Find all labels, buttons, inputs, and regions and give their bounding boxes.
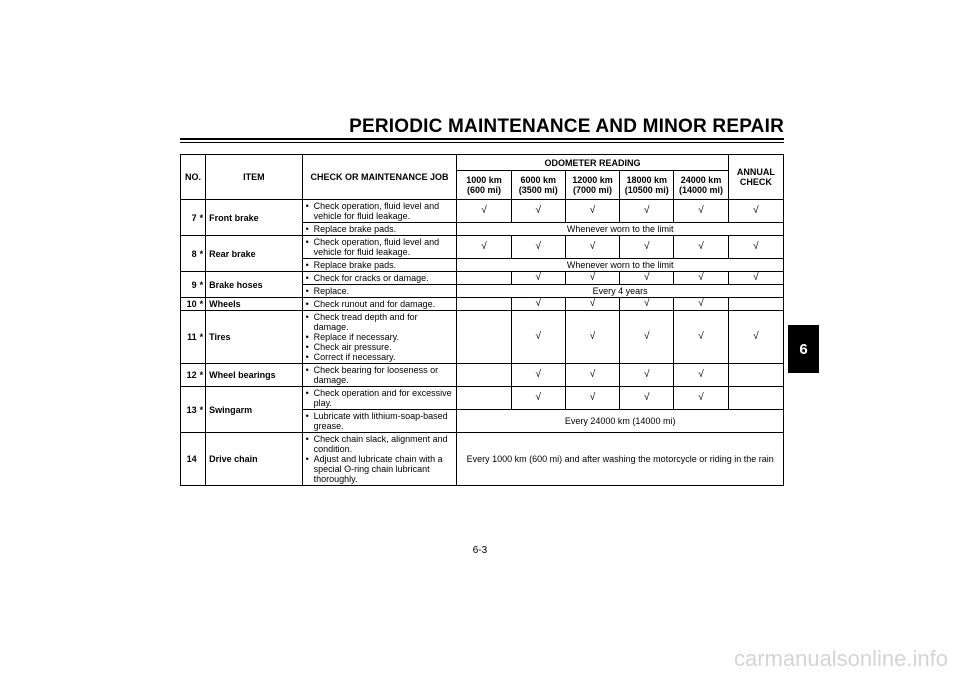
check-mark: √ xyxy=(535,272,541,283)
annual-check-cell xyxy=(728,236,783,259)
check-mark: √ xyxy=(589,241,596,252)
row-item: Brake hoses xyxy=(206,272,302,298)
job-line: • Check tread depth and for damage. xyxy=(306,312,455,332)
row-item: Swingarm xyxy=(206,387,302,433)
row-job xyxy=(302,433,457,486)
interval-check-cell xyxy=(620,272,674,285)
check-mark: √ xyxy=(644,298,650,309)
header-interval xyxy=(620,171,674,200)
check-mark: √ xyxy=(535,392,541,403)
interval-check-cell xyxy=(620,311,674,364)
interval-check-cell xyxy=(457,387,511,410)
check-mark: √ xyxy=(481,241,487,252)
header-annual-line1: ANNUAL xyxy=(736,167,775,177)
row-job xyxy=(302,200,457,223)
check-mark: √ xyxy=(535,205,541,216)
check-mark: √ xyxy=(535,369,541,380)
header-interval xyxy=(565,171,619,200)
interval-mi: (10500 mi) xyxy=(624,185,669,195)
check-mark: √ xyxy=(753,241,759,252)
table-row xyxy=(181,272,784,285)
row-item: Rear brake xyxy=(206,236,302,272)
row-number: 9 xyxy=(181,272,198,298)
check-mark: √ xyxy=(589,331,596,342)
check-mark: √ xyxy=(753,205,759,216)
interval-mi: (14000 mi) xyxy=(679,185,724,195)
interval-check-cell xyxy=(457,364,511,387)
check-mark: √ xyxy=(589,392,596,403)
interval-check-cell xyxy=(674,272,728,285)
job-line: • Check chain slack, alignment and condition. xyxy=(306,434,455,454)
job-line: • Check air pressure. xyxy=(306,342,455,352)
check-mark: √ xyxy=(698,369,704,380)
check-mark: √ xyxy=(753,331,759,342)
row-item: Front brake xyxy=(206,200,302,236)
page-number: 6-3 xyxy=(472,545,488,556)
row-star: * xyxy=(198,236,206,272)
interval-note: Every 4 years xyxy=(457,285,784,298)
interval-mi: (7000 mi) xyxy=(573,185,613,195)
check-mark: √ xyxy=(589,369,596,380)
header-interval xyxy=(674,171,728,200)
watermark: carmanualsonline.info xyxy=(733,646,948,671)
header-interval xyxy=(511,171,565,200)
check-mark: √ xyxy=(698,205,704,216)
row-number: 13 xyxy=(181,387,198,433)
interval-check-cell xyxy=(674,200,728,223)
check-mark: √ xyxy=(535,331,541,342)
interval-check-cell xyxy=(674,236,728,259)
check-mark: √ xyxy=(644,331,650,342)
job-line: • Replace if necessary. xyxy=(306,332,455,342)
row-star: * xyxy=(198,311,206,364)
check-mark: √ xyxy=(753,272,759,283)
table-row xyxy=(181,433,784,486)
row-star: * xyxy=(198,200,206,236)
row-job xyxy=(302,298,457,311)
interval-check-cell xyxy=(620,387,674,410)
interval-check-cell xyxy=(511,387,565,410)
row-number: 14 xyxy=(181,433,198,486)
row-number: 11 xyxy=(181,311,198,364)
row-item: Wheel bearings xyxy=(206,364,302,387)
job-line: • Replace brake pads. xyxy=(306,224,455,234)
check-mark: √ xyxy=(535,298,541,309)
check-mark: √ xyxy=(589,272,596,283)
row-item: Wheels xyxy=(206,298,302,311)
interval-note: Every 1000 km (600 mi) and after washing the motorcycle or riding in the rain xyxy=(457,433,784,486)
table-row xyxy=(181,200,784,223)
annual-check-cell xyxy=(728,311,783,364)
job-line: • Adjust and lubricate chain with a special O-ring chain lubricant thoroughly. xyxy=(306,454,455,484)
interval-check-cell xyxy=(565,236,619,259)
interval-check-cell xyxy=(620,200,674,223)
table-row xyxy=(181,364,784,387)
interval-check-cell xyxy=(511,236,565,259)
check-mark: √ xyxy=(644,272,650,283)
row-star xyxy=(198,433,206,486)
interval-check-cell xyxy=(565,272,619,285)
annual-check-cell xyxy=(728,200,783,223)
header-annual-check xyxy=(728,155,783,200)
header-annual-line2: CHECK xyxy=(739,177,772,187)
check-mark: √ xyxy=(698,392,704,403)
interval-km: 24000 km xyxy=(680,175,722,185)
row-star: * xyxy=(198,387,206,433)
table-row xyxy=(181,236,784,259)
row-star: * xyxy=(198,272,206,298)
table-row xyxy=(181,298,784,311)
job-line: • Replace brake pads. xyxy=(306,260,455,270)
check-mark: √ xyxy=(481,205,487,216)
row-number: 8 xyxy=(181,236,198,272)
annual-check-cell xyxy=(728,364,783,387)
interval-check-cell xyxy=(565,311,619,364)
job-line: • Replace. xyxy=(306,286,455,296)
row-number: 10 xyxy=(181,298,198,311)
interval-mi: (600 mi) xyxy=(466,185,501,195)
row-job xyxy=(302,272,457,285)
job-line: • Check bearing for looseness or damage. xyxy=(306,365,455,385)
check-mark: √ xyxy=(698,298,704,309)
row-job xyxy=(302,311,457,364)
row-job xyxy=(302,223,457,236)
interval-check-cell xyxy=(457,298,511,311)
job-line: • Check for cracks or damage. xyxy=(306,273,455,283)
interval-check-cell xyxy=(620,298,674,311)
annual-check-cell xyxy=(728,298,783,311)
annual-check-cell xyxy=(728,272,783,285)
check-mark: √ xyxy=(589,205,596,216)
interval-km: 6000 km xyxy=(520,175,557,185)
check-mark: √ xyxy=(644,205,650,216)
row-job xyxy=(302,410,457,433)
row-job xyxy=(302,285,457,298)
check-mark: √ xyxy=(589,298,596,309)
table-row xyxy=(181,387,784,410)
interval-check-cell xyxy=(565,298,619,311)
row-job xyxy=(302,259,457,272)
interval-note: Whenever worn to the limit xyxy=(457,223,784,236)
interval-km: 12000 km xyxy=(572,175,613,185)
row-job xyxy=(302,236,457,259)
row-number: 7 xyxy=(181,200,198,236)
interval-check-cell xyxy=(674,298,728,311)
job-line: • Check operation, fluid level and vehicle for fluid leakage. xyxy=(306,201,455,221)
page-title: PERIODIC MAINTENANCE AND MINOR REPAIR xyxy=(349,116,784,137)
interval-check-cell xyxy=(457,236,511,259)
job-line: • Lubricate with lithium-soap-based grease. xyxy=(306,411,455,431)
interval-check-cell xyxy=(457,272,511,285)
row-star: * xyxy=(198,364,206,387)
table-row xyxy=(181,311,784,364)
row-star: * xyxy=(198,298,206,311)
check-mark: √ xyxy=(698,272,704,283)
interval-check-cell xyxy=(511,311,565,364)
title-rule xyxy=(180,138,784,140)
check-mark: √ xyxy=(698,331,704,342)
row-number: 12 xyxy=(181,364,198,387)
row-job xyxy=(302,387,457,410)
interval-note: Whenever worn to the limit xyxy=(457,259,784,272)
maintenance-table xyxy=(180,154,784,486)
check-mark: √ xyxy=(644,241,650,252)
interval-check-cell xyxy=(511,364,565,387)
job-line: • Check operation and for excessive play. xyxy=(306,388,455,408)
interval-mi: (3500 mi) xyxy=(518,185,558,195)
interval-note: Every 24000 km (14000 mi) xyxy=(457,410,784,433)
job-line: • Check operation, fluid level and vehicle for fluid leakage. xyxy=(306,237,455,257)
interval-check-cell xyxy=(457,200,511,223)
interval-check-cell xyxy=(511,200,565,223)
interval-check-cell xyxy=(674,387,728,410)
check-mark: √ xyxy=(644,392,650,403)
interval-check-cell xyxy=(457,311,511,364)
interval-check-cell xyxy=(620,236,674,259)
header-odometer: ODOMETER READING xyxy=(457,155,728,171)
interval-check-cell xyxy=(511,298,565,311)
interval-check-cell xyxy=(620,364,674,387)
title-rule-thin xyxy=(180,142,784,143)
section-tab: 6 xyxy=(788,325,819,373)
interval-check-cell xyxy=(511,272,565,285)
header-item: ITEM xyxy=(206,155,302,200)
row-item: Drive chain xyxy=(206,433,302,486)
interval-check-cell xyxy=(674,364,728,387)
row-job xyxy=(302,364,457,387)
annual-check-cell xyxy=(728,387,783,410)
row-item: Tires xyxy=(206,311,302,364)
job-line: • Correct if necessary. xyxy=(306,352,455,362)
check-mark: √ xyxy=(644,369,650,380)
interval-km: 1000 km xyxy=(466,175,502,185)
interval-check-cell xyxy=(565,364,619,387)
interval-check-cell xyxy=(565,200,619,223)
header-no: NO. xyxy=(181,155,206,200)
interval-km: 18000 km xyxy=(626,175,668,185)
interval-check-cell xyxy=(565,387,619,410)
header-job: CHECK OR MAINTENANCE JOB xyxy=(302,155,457,200)
check-mark: √ xyxy=(535,241,541,252)
check-mark: √ xyxy=(698,241,704,252)
interval-check-cell xyxy=(674,311,728,364)
header-interval xyxy=(457,171,511,200)
job-line: • Check runout and for damage. xyxy=(306,299,455,309)
